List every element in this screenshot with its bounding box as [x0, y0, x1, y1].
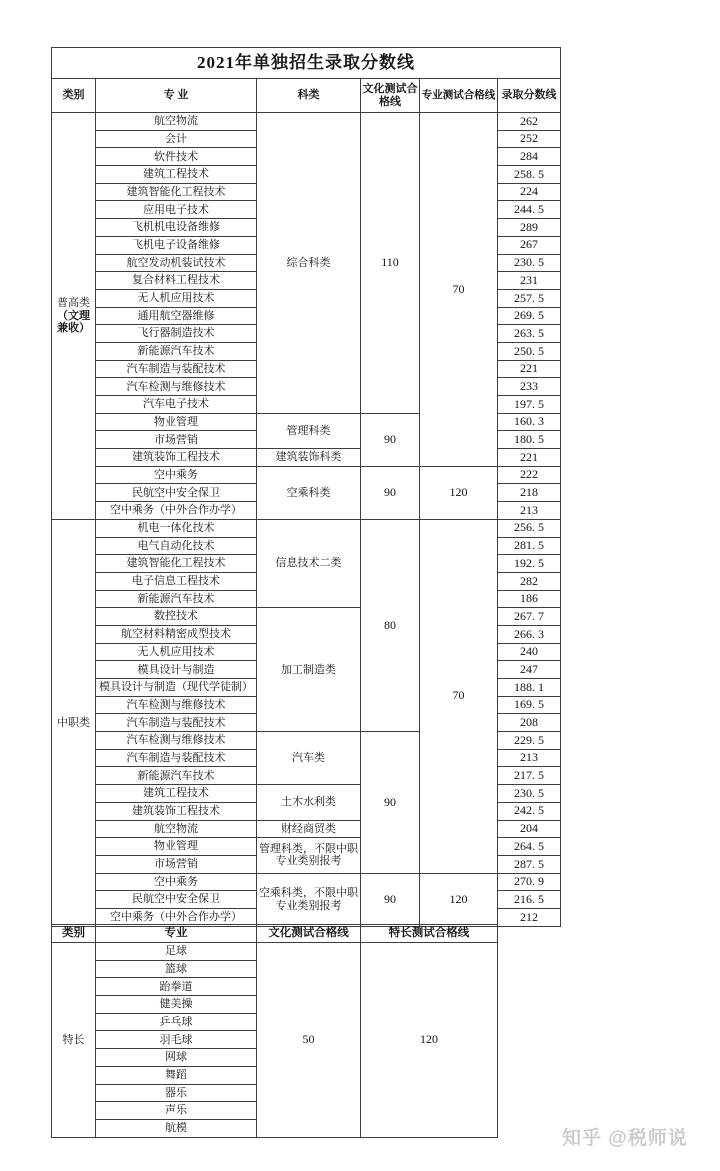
score-cell: 180. 5 — [498, 431, 561, 449]
major-cell: 物业管理 — [96, 413, 257, 431]
score-cell: 250. 5 — [498, 342, 561, 360]
major-cell: 建筑智能化工程技术 — [96, 555, 257, 573]
score-cell: 212 — [498, 908, 561, 926]
major-cell: 无人机应用技术 — [96, 289, 257, 307]
special-item-cell: 跆拳道 — [96, 978, 257, 996]
score-cell: 247 — [498, 661, 561, 679]
col-header-talent-line: 特长测试合格线 — [361, 925, 498, 943]
major-cell: 航空材料精密成型技术 — [96, 625, 257, 643]
subject-cell: 综合科类 — [257, 113, 361, 414]
major-cell: 会计 — [96, 130, 257, 148]
major-cell: 电气自动化技术 — [96, 537, 257, 555]
culture-line-cell: 80 — [361, 519, 420, 731]
culture-line-cell: 90 — [361, 413, 420, 466]
major-cell: 汽车制造与装配技术 — [96, 714, 257, 732]
subject-cell: 加工制造类 — [257, 608, 361, 732]
major-cell: 机电一体化技术 — [96, 519, 257, 537]
major-cell: 建筑智能化工程技术 — [96, 183, 257, 201]
col-header-major: 专业 — [96, 925, 257, 943]
score-cell: 224 — [498, 183, 561, 201]
special-item-cell: 器乐 — [96, 1084, 257, 1102]
major-cell: 汽车制造与装配技术 — [96, 360, 257, 378]
score-cell: 160. 3 — [498, 413, 561, 431]
score-cell: 208 — [498, 714, 561, 732]
score-cell: 229. 5 — [498, 732, 561, 750]
main-header-row — [52, 79, 561, 113]
score-cell: 264. 5 — [498, 838, 561, 856]
major-cell: 汽车制造与装配技术 — [96, 749, 257, 767]
major-cell: 空中乘务（中外合作办学） — [96, 908, 257, 926]
score-cell: 242. 5 — [498, 802, 561, 820]
major-cell: 新能源汽车技术 — [96, 767, 257, 785]
professional-line-cell: 120 — [420, 873, 498, 926]
professional-line-cell: 70 — [420, 113, 498, 467]
score-cell: 284 — [498, 148, 561, 166]
special-talent-table — [51, 924, 498, 1138]
major-cell: 通用航空器维修 — [96, 307, 257, 325]
special-item-cell: 篮球 — [96, 960, 257, 978]
major-cell: 新能源汽车技术 — [96, 342, 257, 360]
col-header-professional-line: 专业测试合格线 — [420, 79, 498, 113]
major-cell: 无人机应用技术 — [96, 643, 257, 661]
major-cell: 飞机电子设备维修 — [96, 236, 257, 254]
major-cell: 空中乘务（中外合作办学） — [96, 502, 257, 520]
col-header-major: 专 业 — [96, 79, 257, 113]
category-cell: 普高类（文理兼收） — [52, 113, 96, 520]
major-cell: 复合材料工程技术 — [96, 272, 257, 290]
category-cell: 中职类 — [52, 519, 96, 926]
culture-line-cell: 90 — [361, 466, 420, 519]
subject-cell: 空乘科类，不限中职专业类别报考 — [257, 873, 361, 926]
col-header-culture-line: 文化测试合格线 — [257, 925, 361, 943]
major-cell: 民航空中安全保卫 — [96, 484, 257, 502]
col-header-category: 类别 — [52, 79, 96, 113]
major-cell: 市场营销 — [96, 431, 257, 449]
score-cell: 282 — [498, 572, 561, 590]
table-title-row — [52, 48, 561, 79]
score-cell: 258. 5 — [498, 166, 561, 184]
major-cell: 飞机机电设备维修 — [96, 219, 257, 237]
major-cell: 空中乘务 — [96, 873, 257, 891]
score-cell: 263. 5 — [498, 325, 561, 343]
subject-cell: 建筑装饰科类 — [257, 449, 361, 467]
score-cell: 281. 5 — [498, 537, 561, 555]
subject-cell: 管理科类 — [257, 413, 361, 448]
score-cell: 231 — [498, 272, 561, 290]
score-cell: 230. 5 — [498, 785, 561, 803]
major-cell: 模具设计与制造 — [96, 661, 257, 679]
table-row — [52, 466, 561, 484]
major-cell: 飞行器制造技术 — [96, 325, 257, 343]
score-cell: 267 — [498, 236, 561, 254]
score-cell: 230. 5 — [498, 254, 561, 272]
major-cell: 软件技术 — [96, 148, 257, 166]
major-cell: 建筑装饰工程技术 — [96, 449, 257, 467]
major-cell: 空中乘务 — [96, 466, 257, 484]
major-cell: 建筑工程技术 — [96, 166, 257, 184]
special-item-cell: 声乐 — [96, 1102, 257, 1120]
major-cell: 电子信息工程技术 — [96, 572, 257, 590]
score-cell: 287. 5 — [498, 855, 561, 873]
subject-cell: 空乘科类 — [257, 466, 361, 519]
major-cell: 航空发动机装试技术 — [96, 254, 257, 272]
score-cell: 267. 7 — [498, 608, 561, 626]
score-cell: 213 — [498, 749, 561, 767]
major-cell: 航空物流 — [96, 113, 257, 131]
score-cell: 256. 5 — [498, 519, 561, 537]
score-cell: 289 — [498, 219, 561, 237]
score-cell: 257. 5 — [498, 289, 561, 307]
score-cell: 213 — [498, 502, 561, 520]
score-cell: 266. 3 — [498, 625, 561, 643]
table-row — [52, 873, 561, 891]
culture-line-cell: 110 — [361, 113, 420, 414]
score-cell: 270. 9 — [498, 873, 561, 891]
culture-line-cell: 90 — [361, 732, 420, 874]
subject-cell: 土木水利类 — [257, 785, 361, 820]
special-item-cell: 网球 — [96, 1049, 257, 1067]
score-cell: 269. 5 — [498, 307, 561, 325]
score-cell: 252 — [498, 130, 561, 148]
score-cell: 218 — [498, 484, 561, 502]
score-cell: 204 — [498, 820, 561, 838]
subject-cell: 信息技术二类 — [257, 519, 361, 607]
special-item-cell: 航模 — [96, 1119, 257, 1137]
col-header-category: 类别 — [52, 925, 96, 943]
subject-cell: 管理科类，不限中职专业类别报考 — [257, 838, 361, 873]
special-item-cell: 乒乓球 — [96, 1013, 257, 1031]
special-item-cell: 羽毛球 — [96, 1031, 257, 1049]
col-header-subject: 科类 — [257, 79, 361, 113]
major-cell: 建筑装饰工程技术 — [96, 802, 257, 820]
watermark: 知乎 @税师说 — [562, 1128, 688, 1149]
score-cell: 217. 5 — [498, 767, 561, 785]
subject-cell: 财经商贸类 — [257, 820, 361, 838]
culture-line-cell: 50 — [257, 943, 361, 1138]
major-cell: 新能源汽车技术 — [96, 590, 257, 608]
major-cell: 汽车检测与维修技术 — [96, 732, 257, 750]
table-row — [52, 113, 561, 131]
admission-score-table — [51, 47, 561, 927]
score-cell: 262 — [498, 113, 561, 131]
major-cell: 汽车检测与维修技术 — [96, 378, 257, 396]
category-cell: 特长 — [52, 943, 96, 1138]
special-header-row — [52, 925, 498, 943]
score-cell: 221 — [498, 449, 561, 467]
table-row — [52, 519, 561, 537]
score-cell: 221 — [498, 360, 561, 378]
major-cell: 汽车电子技术 — [96, 396, 257, 414]
major-cell: 汽车检测与维修技术 — [96, 696, 257, 714]
major-cell: 民航空中安全保卫 — [96, 891, 257, 909]
score-cell: 186 — [498, 590, 561, 608]
table-row — [52, 943, 498, 961]
special-item-cell: 足球 — [96, 943, 257, 961]
major-cell: 模具设计与制造（现代学徒制） — [96, 679, 257, 697]
score-cell: 188. 1 — [498, 679, 561, 697]
professional-line-cell: 120 — [420, 466, 498, 519]
col-header-culture-line: 文化测试合格线 — [361, 79, 420, 113]
special-item-cell: 舞蹈 — [96, 1066, 257, 1084]
score-cell: 244. 5 — [498, 201, 561, 219]
major-cell: 市场营销 — [96, 855, 257, 873]
score-cell: 233 — [498, 378, 561, 396]
major-cell: 物业管理 — [96, 838, 257, 856]
score-cell: 192. 5 — [498, 555, 561, 573]
major-cell: 应用电子技术 — [96, 201, 257, 219]
score-cell: 169. 5 — [498, 696, 561, 714]
major-cell: 航空物流 — [96, 820, 257, 838]
professional-line-cell: 70 — [420, 519, 498, 873]
score-cell: 222 — [498, 466, 561, 484]
talent-line-cell: 120 — [361, 943, 498, 1138]
score-cell: 216. 5 — [498, 891, 561, 909]
special-item-cell: 健美操 — [96, 996, 257, 1014]
culture-line-cell: 90 — [361, 873, 420, 926]
subject-cell: 汽车类 — [257, 732, 361, 785]
page-title: 2021年单独招生录取分数线 — [52, 48, 561, 79]
score-cell: 197. 5 — [498, 396, 561, 414]
major-cell: 建筑工程技术 — [96, 785, 257, 803]
col-header-admission-line: 录取分数线 — [498, 79, 561, 113]
score-cell: 240 — [498, 643, 561, 661]
major-cell: 数控技术 — [96, 608, 257, 626]
